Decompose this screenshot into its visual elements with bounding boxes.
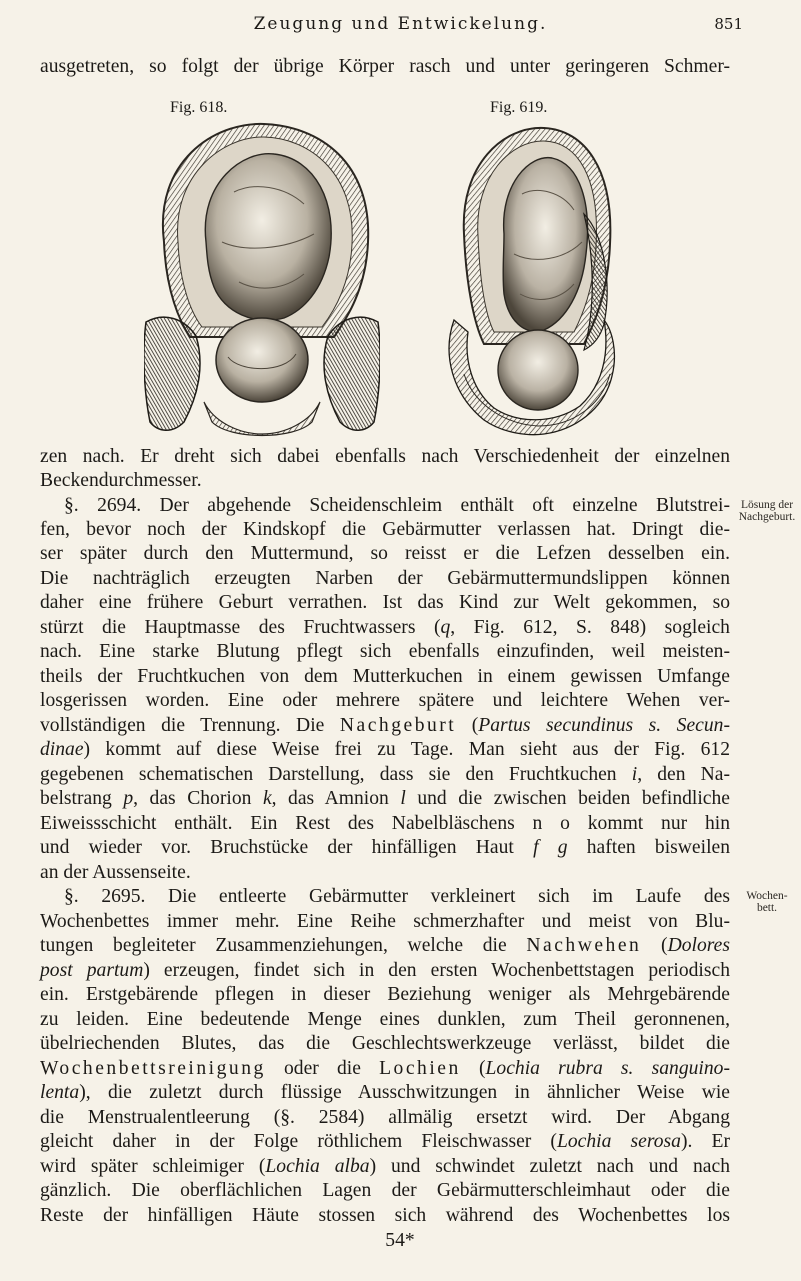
text-line: Wochenbettsreinigung oder die Lochien (Lochia rubra s. sanguino-	[40, 1058, 730, 1079]
text-line: lenta), die zuletzt durch flüssige Ausschwitzungen in ähnlicher Weise wie	[40, 1082, 730, 1103]
text-line: ausgetreten, so folgt der übrige Körper rasch und unter geringeren Schmer-	[40, 56, 730, 77]
text-line: fen, bevor noch der Kindskopf die Gebärmutter verlassen hat. Dringt die-	[40, 519, 730, 540]
running-title: Zeugung und Entwickelung.	[253, 14, 548, 34]
text-line: belstrang p, das Chorion k, das Amnion l und die zwischen beiden befindliche	[40, 788, 730, 809]
signature-mark: 54*	[385, 1230, 415, 1251]
text-line: stürzt die Hauptmasse des Fruchtwassers (q, Fig. 612, S. 848) sogleich	[40, 617, 730, 638]
text-line: Beckendurchmesser.	[40, 470, 202, 491]
text-line: ser später durch den Muttermund, so reisst er die Lefzen desselben ein.	[40, 543, 730, 564]
margin-note-wochenbett: Wochen- bett.	[746, 890, 788, 914]
text-line: an der Aussenseite.	[40, 862, 191, 883]
text-line: Die nachträglich erzeugten Narben der Gebärmuttermundslippen können	[40, 568, 730, 589]
text-line: und wieder vor. Bruchstücke der hinfälligen Haut f g haften bisweilen	[40, 837, 731, 858]
margin-note-loesung: Lösung der Nachgeburt.	[738, 499, 796, 523]
text-line: nach. Eine starke Blutung pflegt sich ebenfalls einzufinden, weil meisten-	[40, 641, 730, 662]
text-line: §. 2694. Der abgehende Scheidenschleim enthält oft einzelne Blutstrei-	[64, 495, 730, 516]
text-line: §. 2695. Die entleerte Gebärmutter verkleinert sich im Laufe des	[64, 886, 730, 907]
text-line: vollständigen die Trennung. Die Nachgeburt (Partus secundinus s. Secun-	[40, 715, 730, 736]
text-line: Reste der hinfälligen Häute stossen sich während des Wochenbettes los	[40, 1205, 730, 1226]
text-line: daher eine frühere Geburt verrathen. Ist das Kind zur Welt gekommen, so	[40, 592, 730, 613]
running-head	[0, 14, 801, 44]
text-line: post partum) erzeugen, findet sich in den ersten Wochenbettstagen periodisch	[40, 960, 730, 981]
figure-caption-619: Fig. 619.	[490, 99, 548, 116]
text-line: übelriechenden Blutes, das die Geschlechtswerkzeuge verlässt, bildet die	[40, 1033, 730, 1054]
text-line: ein. Erstgebärende pflegen in dieser Beziehung weniger als Mehrgebärende	[40, 984, 730, 1005]
text-line: theils der Fruchtkuchen von dem Mutterkuchen in einem gewissen Umfange	[40, 666, 730, 687]
text-line: zu leiden. Eine bedeutende Menge eines dunklen, zum Theil geronnenen,	[40, 1009, 730, 1030]
text-line: Wochenbettes immer mehr. Eine Reihe schmerzhafter und meist von Blu-	[40, 911, 730, 932]
text-line: gegebenen schematischen Darstellung, dass sie den Fruchtkuchen i, den Na-	[40, 764, 730, 785]
text-line: tungen begleiteter Zusammenziehungen, welche die Nachwehen (Dolores	[40, 935, 730, 956]
text-line: wird später schleimiger (Lochia alba) und schwindet zuletzt nach und nach	[40, 1156, 730, 1177]
figure-619-illustration	[434, 124, 630, 440]
text-line: losgerissen worden. Eine oder mehrere spätere und leichtere Wehen ver-	[40, 690, 730, 711]
figure-caption-618: Fig. 618.	[170, 99, 228, 116]
figure-618-illustration	[144, 122, 380, 440]
text-line: gleicht daher in der Folge röthlichem Fleischwasser (Lochia serosa). Er	[40, 1131, 730, 1152]
text-line: gänzlich. Die oberflächlichen Lagen der Gebärmutterschleimhaut oder die	[40, 1180, 730, 1201]
text-line: zen nach. Er dreht sich dabei ebenfalls nach Verschiedenheit der einzelnen	[40, 446, 730, 467]
text-line: Eiweissschicht enthält. Ein Rest des Nabelbläschens n o kommt nur hin	[40, 813, 730, 834]
text-line: die Menstrualentleerung (§. 2584) allmälig ersetzt wird. Der Abgang	[40, 1107, 730, 1128]
text-line: dinae) kommt auf diese Weise frei zu Tage. Man sieht aus der Fig. 612	[40, 739, 730, 760]
page-number: 851	[714, 15, 743, 33]
